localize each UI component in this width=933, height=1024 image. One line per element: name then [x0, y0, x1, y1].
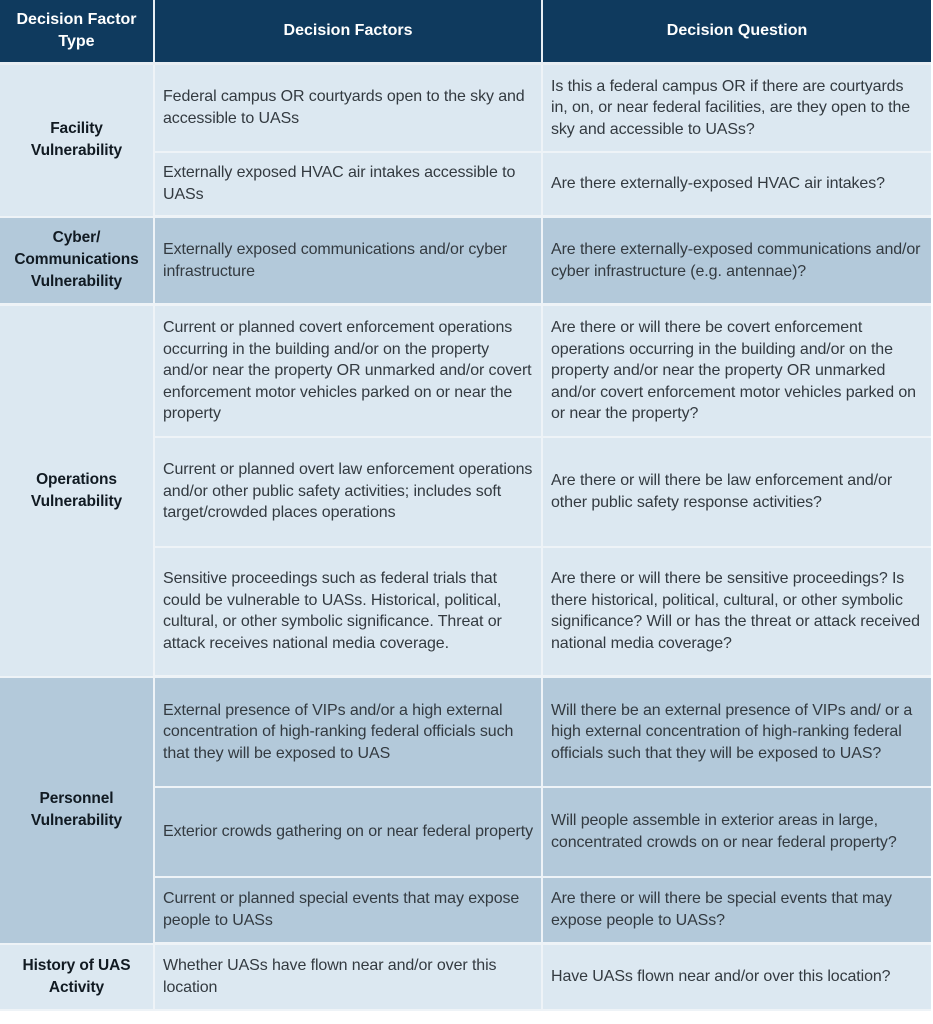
- decision-factor-cell: Whether UASs have flown near and/or over this location: [154, 944, 542, 1010]
- decision-question-cell: Are there or will there be covert enforcement operations occurring in the building and/or on the property and/or near the property OR unmarked and/or covert enforcement motor vehicles parked on or near the property?: [542, 305, 931, 437]
- decision-question-cell: Is this a federal campus OR if there are courtyards in, on, or near federal facilities, are they open to the sky and accessible to UASs?: [542, 64, 931, 152]
- decision-factor-cell: Sensitive proceedings such as federal trials that could be vulnerable to UASs. Historical, political, cultural, or other symbolic significance. Threat or attack receives national media coverage.: [154, 547, 542, 677]
- decision-factor-cell: External presence of VIPs and/or a high external concentration of high-ranking federal officials such that they will be exposed to UAS: [154, 677, 542, 787]
- table-row: [0, 305, 931, 437]
- decision-factor-cell: Current or planned covert enforcement operations occurring in the building and/or on the property and/or near the property OR unmarked and/or covert enforcement motor vehicles parked on or near the property: [154, 305, 542, 437]
- decision-question-cell: Are there externally-exposed communications and/or cyber infrastructure (e.g. antennae)?: [542, 217, 931, 305]
- decision-factor-cell: Federal campus OR courtyards open to the sky and accessible to UASs: [154, 64, 542, 152]
- decision-factor-cell: Externally exposed communications and/or cyber infrastructure: [154, 217, 542, 305]
- decision-question-cell: Are there externally-exposed HVAC air intakes?: [542, 152, 931, 217]
- factor-type-cyber-communications: Cyber/ Communications Vulnerability: [0, 217, 154, 305]
- decision-question-cell: Are there or will there be special events that may expose people to UASs?: [542, 877, 931, 944]
- factor-type-operations: Operations Vulnerability: [0, 305, 154, 677]
- table-row: [0, 217, 931, 305]
- decision-factor-cell: Current or planned special events that may expose people to UASs: [154, 877, 542, 944]
- decision-question-cell: Are there or will there be sensitive proceedings? Is there historical, political, cultural, or other symbolic significance? Will or has the threat or attack received national media coverage?: [542, 547, 931, 677]
- decision-question-cell: Are there or will there be law enforcement and/or other public safety response activities?: [542, 437, 931, 547]
- decision-factor-cell: Exterior crowds gathering on or near federal property: [154, 787, 542, 877]
- decision-question-cell: Will there be an external presence of VIPs and/ or a high external concentration of high-ranking federal officials such that they will be exposed to UAS?: [542, 677, 931, 787]
- table-row: [0, 677, 931, 787]
- header-decision-factor-type: Decision Factor Type: [0, 0, 154, 64]
- header-decision-factors: Decision Factors: [154, 0, 542, 64]
- table-row: [0, 944, 931, 1010]
- factor-type-history: History of UAS Activity: [0, 944, 154, 1010]
- factor-type-facility: Facility Vulnerability: [0, 64, 154, 217]
- factor-type-personnel: Personnel Vulnerability: [0, 677, 154, 944]
- decision-question-cell: Have UASs flown near and/or over this location?: [542, 944, 931, 1010]
- decision-factor-cell: Current or planned overt law enforcement operations and/or other public safety activities; includes soft target/crowded places operations: [154, 437, 542, 547]
- header-decision-question: Decision Question: [542, 0, 931, 64]
- decision-question-cell: Will people assemble in exterior areas in large, concentrated crowds on or near federal property?: [542, 787, 931, 877]
- decision-factor-cell: Externally exposed HVAC air intakes accessible to UASs: [154, 152, 542, 217]
- table-header-row: [0, 0, 931, 64]
- table-row: [0, 64, 931, 152]
